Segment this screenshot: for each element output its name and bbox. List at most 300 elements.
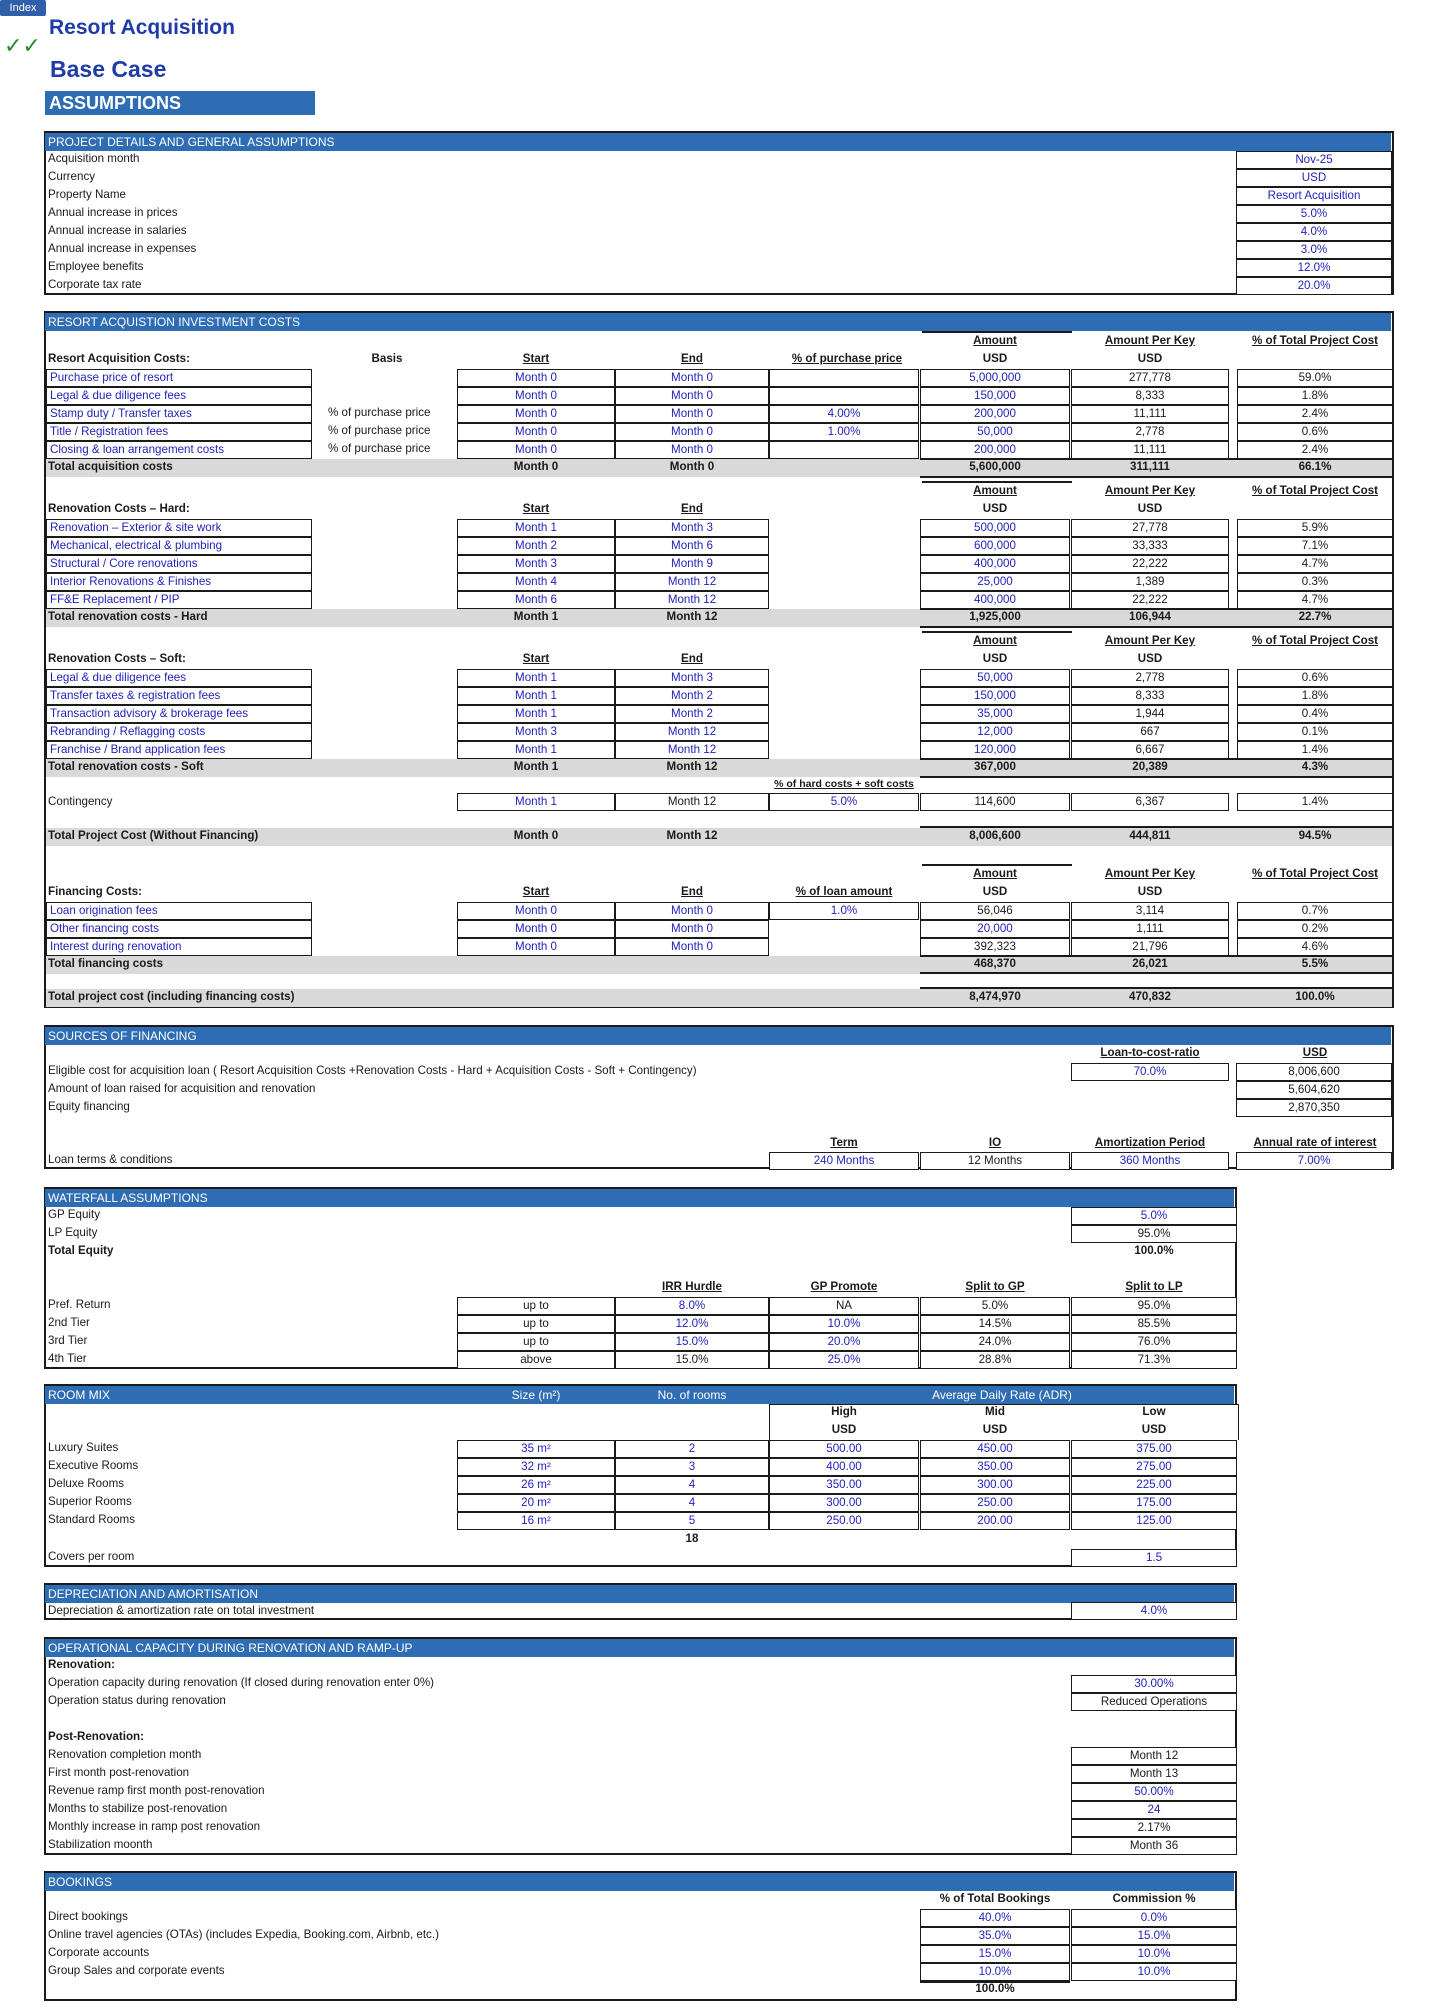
tpc-end: Month 12 [666,829,718,842]
project-detail-input[interactable]: Nov-25 [1236,151,1392,169]
loan-amount-value: 5,604,620 [1236,1081,1392,1099]
start-month-input[interactable]: Month 3 [457,555,615,573]
investment-costs-header: RESORT ACQUISTION INVESTMENT COSTS [45,313,1391,331]
per-key-value: 1,111 [1071,920,1229,938]
ltc-input[interactable]: 70.0% [1071,1063,1229,1081]
start-month-input[interactable]: Month 6 [457,591,615,609]
tier-label: 2nd Tier [48,1316,90,1329]
per-key-header: Amount Per Key [1104,334,1196,347]
pct-total-value: 2.4% [1237,405,1393,423]
commission-input[interactable]: 15.0% [1071,1927,1237,1945]
adr-low-input[interactable]: 375.00 [1071,1440,1237,1458]
per-key-value: 11,111 [1071,441,1229,459]
amount-input[interactable]: 25,000 [920,573,1070,591]
operation-status-value: Reduced Operations [1071,1693,1237,1711]
cost-item-label[interactable]: Stamp duty / Transfer taxes [46,405,312,423]
section-title: Renovation Costs – Hard: [48,502,190,515]
pct-total-value: 1.4% [1237,741,1393,759]
post-renovation-item-label: Revenue ramp first month post-renovation [48,1784,265,1797]
amount-input[interactable]: 50,000 [920,669,1070,687]
start-month-input[interactable]: Month 1 [457,705,615,723]
start-month-input[interactable]: Month 1 [457,519,615,537]
post-renovation-value: Month 13 [1071,1765,1237,1783]
mid-header: Mid [985,1405,1005,1418]
irr-hurdle-input[interactable]: 15.0% [615,1333,769,1351]
renovation-item-label: Operation capacity during renovation (If closed during renovation enter 0%) [48,1676,435,1689]
adr-mid-input[interactable]: 350.00 [920,1458,1070,1476]
total-per-key: 20,389 [1132,760,1168,773]
index-button[interactable]: Index [0,0,46,16]
per-key-value: 2,778 [1071,423,1229,441]
usd-header: USD [1302,1046,1328,1059]
pct-input[interactable]: 4.00% [769,405,919,423]
end-month-input[interactable]: Month 12 [615,741,769,759]
end-month-input[interactable]: Month 2 [615,705,769,723]
post-renovation-value: 2.17% [1071,1819,1237,1837]
cost-item-label[interactable]: Transaction advisory & brokerage fees [46,705,312,723]
start-month-input[interactable]: Month 0 [457,441,615,459]
end-header: End [681,885,703,898]
total-start: Month 1 [513,610,559,623]
usd-header: USD [1137,502,1163,515]
gp-promote-header: GP Promote [810,1280,878,1293]
booking-channel-label: Group Sales and corporate events [48,1964,225,1977]
end-month-input[interactable]: Month 0 [615,920,769,938]
eligible-cost-label: Eligible cost for acquisition loan ( Resort Acquisition Costs +Renovation Costs - Hard + Acquisition Costs - Soft + Contingency) [48,1064,697,1077]
contingency-per-key: 6,367 [1071,793,1229,811]
grand-total-pct: 100.0% [1295,990,1335,1003]
per-key-value: 22,222 [1071,555,1229,573]
split-lp-header: Split to LP [1125,1280,1183,1293]
pct-total-value: 4.7% [1237,591,1393,609]
usd-header: USD [982,1423,1008,1436]
amount-input[interactable]: 120,000 [920,741,1070,759]
start-month-input[interactable]: Month 1 [457,669,615,687]
gp-equity-input[interactable]: 5.0% [1071,1207,1237,1225]
usd-header: USD [1137,652,1163,665]
room-count-input[interactable]: 5 [615,1512,769,1530]
contingency-pct-input[interactable]: 5.0% [769,793,919,811]
total-bookings-pct: 100.0% [975,1982,1015,1995]
room-size-input[interactable]: 35 m² [457,1440,615,1458]
pct-total-value: 0.6% [1237,669,1393,687]
end-month-input[interactable]: Month 9 [615,555,769,573]
total-pct: 22.7% [1298,610,1332,623]
tpc-start: Month 0 [513,829,559,842]
adr-high-input[interactable]: 350.00 [769,1476,919,1494]
total-equity-value: 100.0% [1134,1244,1174,1257]
start-month-input[interactable]: Month 0 [457,405,615,423]
per-key-value: 2,778 [1071,669,1229,687]
cost-item-label[interactable]: Title / Registration fees [46,423,312,441]
gp-promote-input[interactable]: 10.0% [769,1315,919,1333]
per-key-value: 33,333 [1071,537,1229,555]
pct-total-value: 0.1% [1237,723,1393,741]
project-detail-label: Acquisition month [48,152,140,165]
room-mix-title: ROOM MIX [48,1388,110,1402]
covers-per-room-input[interactable]: 1.5 [1071,1549,1237,1567]
post-renovation-item-label: Months to stabilize post-renovation [48,1802,228,1815]
start-month-input[interactable]: Month 0 [457,423,615,441]
depreciation-label: Depreciation & amortization rate on total investment [48,1604,315,1617]
end-month-input[interactable]: Month 2 [615,687,769,705]
basis-text: % of purchase price [328,406,431,419]
adr-mid-input[interactable]: 250.00 [920,1494,1070,1512]
financing-item-label[interactable]: Loan origination fees [46,902,312,920]
pct-total-value: 4.6% [1237,938,1393,956]
pct-purchase-header: % of purchase price [791,352,903,365]
cost-item-label[interactable]: Renovation – Exterior & site work [46,519,312,537]
check-icon: ✓✓ [4,33,41,58]
pct-total-value: 1.8% [1237,387,1393,405]
tier-condition: up to [457,1315,615,1333]
per-key-value: 6,667 [1071,741,1229,759]
pct-bookings-header: % of Total Bookings [939,1892,1051,1905]
gp-equity-label: GP Equity [48,1208,100,1221]
amount-input[interactable]: 150,000 [920,687,1070,705]
amount-input[interactable]: 5,000,000 [920,369,1070,387]
amount-value: 56,046 [920,902,1070,920]
irr-hurdle-input[interactable]: 12.0% [615,1315,769,1333]
tier-label: Pref. Return [48,1298,111,1311]
pct-loan-header: % of loan amount [795,885,893,898]
size-header: Size (m²) [511,1388,561,1402]
split-lp-value: 71.3% [1071,1351,1237,1369]
pct-input[interactable]: 1.00% [769,423,919,441]
basis-text: % of purchase price [328,424,431,437]
project-detail-label: Corporate tax rate [48,278,142,291]
split-gp-value: 28.8% [920,1351,1070,1369]
tier-condition: up to [457,1333,615,1351]
total-pct: 4.3% [1301,760,1329,773]
amount-input[interactable]: 150,000 [920,387,1070,405]
end-month-input[interactable]: Month 0 [615,902,769,920]
tier-label: 3rd Tier [48,1334,88,1347]
start-month-input[interactable]: Month 0 [457,369,615,387]
end-month-input[interactable]: Month 0 [615,369,769,387]
booking-pct-input[interactable]: 15.0% [920,1945,1070,1963]
lp-equity-label: LP Equity [48,1226,98,1239]
amortization-input[interactable]: 360 Months [1071,1152,1229,1170]
tpc-pct: 94.5% [1298,829,1332,842]
room-type-label: Executive Rooms [48,1459,139,1472]
start-month-input[interactable]: Month 4 [457,573,615,591]
post-renovation-item-label: Stabilization moonth [48,1838,153,1851]
split-lp-value: 95.0% [1071,1297,1237,1315]
room-type-label: Luxury Suites [48,1441,119,1454]
pct-total-header: % of Total Project Cost [1251,334,1379,347]
gp-promote-input[interactable]: 25.0% [769,1351,919,1369]
per-key-value: 8,333 [1071,687,1229,705]
total-per-key: 106,944 [1129,610,1171,623]
low-header: Low [1142,1405,1166,1418]
adr-mid-input[interactable]: 200.00 [920,1512,1070,1530]
room-type-label: Standard Rooms [48,1513,135,1526]
term-header: Term [830,1136,858,1149]
room-mix-header [45,1386,1234,1404]
contingency-pct-total: 1.4% [1237,793,1393,811]
amount-input[interactable]: 400,000 [920,591,1070,609]
commission-input[interactable]: 10.0% [1071,1963,1237,1981]
cost-item-label[interactable]: Franchise / Brand application fees [46,741,312,759]
usd-header: USD [831,1423,857,1436]
booking-channel-label: Direct bookings [48,1910,128,1923]
amount-input[interactable]: 200,000 [920,441,1070,459]
pct-total-header: % of Total Project Cost [1251,634,1379,647]
amount-header: Amount [973,867,1017,880]
per-key-value: 21,796 [1071,938,1229,956]
pct-input[interactable] [769,369,919,387]
sources-header: SOURCES OF FINANCING [45,1027,1391,1045]
room-count-input[interactable]: 3 [615,1458,769,1476]
split-lp-value: 76.0% [1071,1333,1237,1351]
contingency-start-input[interactable]: Month 1 [457,793,615,811]
amount-input[interactable]: 35,000 [920,705,1070,723]
cost-item-label[interactable]: Purchase price of resort [46,369,312,387]
total-financing-pct: 5.5% [1301,957,1329,970]
total-end: Month 12 [666,760,718,773]
cost-item-label[interactable]: Legal & due diligence fees [46,669,312,687]
adr-high-input[interactable]: 250.00 [769,1512,919,1530]
adr-high-input[interactable]: 300.00 [769,1494,919,1512]
post-renovation-input[interactable]: 24 [1071,1801,1237,1819]
start-month-input[interactable]: Month 3 [457,723,615,741]
pct-total-value: 2.4% [1237,441,1393,459]
operation-capacity-input[interactable]: 30.00% [1071,1675,1237,1693]
contingency-amount: 114,600 [920,793,1070,811]
start-month-input[interactable]: Month 0 [457,920,615,938]
interest-rate-header: Annual rate of interest [1253,1136,1377,1149]
tpc-per-key: 444,811 [1129,829,1171,842]
renovation-title: Renovation: [48,1658,115,1671]
depreciation-header: DEPRECIATION AND AMORTISATION [45,1585,1234,1603]
start-month-input[interactable]: Month 0 [457,902,615,920]
per-key-value: 667 [1071,723,1229,741]
end-month-input[interactable]: Month 12 [615,573,769,591]
irr-hurdle-input[interactable]: 8.0% [615,1297,769,1315]
pct-total-value: 5.9% [1237,519,1393,537]
total-end: Month 0 [669,460,715,473]
ltc-header: Loan-to-cost-ratio [1100,1046,1200,1059]
start-header: Start [522,652,550,665]
irr-hurdle-value: 15.0% [615,1351,769,1369]
end-month-input[interactable]: Month 3 [615,669,769,687]
amount-header: Amount [973,634,1017,647]
total-amount: 5,600,000 [969,460,1021,473]
adr-low-input[interactable]: 125.00 [1071,1512,1237,1530]
waterfall-header: WATERFALL ASSUMPTIONS [45,1189,1234,1207]
end-month-input[interactable]: Month 6 [615,537,769,555]
room-size-input[interactable]: 26 m² [457,1476,615,1494]
pct-total-value: 1.8% [1237,687,1393,705]
contingency-label: Contingency [48,795,113,808]
end-month-input[interactable]: Month 12 [615,723,769,741]
project-detail-input[interactable]: 5.0% [1236,205,1392,223]
cost-item-label[interactable]: Mechanical, electrical & plumbing [46,537,312,555]
adr-low-input[interactable]: 275.00 [1071,1458,1237,1476]
room-type-label: Superior Rooms [48,1495,132,1508]
booking-channel-label: Online travel agencies (OTAs) (includes Expedia, Booking.com, Airbnb, etc.) [48,1928,439,1941]
loan-terms-label: Loan terms & conditions [48,1153,173,1166]
commission-input[interactable]: 0.0% [1071,1909,1237,1927]
cost-item-label[interactable]: Rebranding / Reflagging costs [46,723,312,741]
cost-item-label[interactable]: Transfer taxes & registration fees [46,687,312,705]
project-detail-label: Annual increase in expenses [48,242,197,255]
cost-item-label[interactable]: Interior Renovations & Finishes [46,573,312,591]
post-renovation-item-label: Renovation completion month [48,1748,202,1761]
start-header: Start [522,885,550,898]
usd-header: USD [982,885,1008,898]
usd-header: USD [1137,885,1163,898]
bookings-header: BOOKINGS [45,1873,1234,1891]
project-detail-label: Annual increase in salaries [48,224,187,237]
pct-total-value: 0.7% [1237,902,1393,920]
start-month-input[interactable]: Month 1 [457,687,615,705]
per-key-header: Amount Per Key [1104,484,1196,497]
total-start: Month 0 [513,460,559,473]
adr-mid-input[interactable]: 300.00 [920,1476,1070,1494]
total-label: Total renovation costs - Soft [48,760,204,773]
booking-pct-input[interactable]: 40.0% [920,1909,1070,1927]
amount-input[interactable]: 20,000 [920,920,1070,938]
total-amount: 1,925,000 [969,610,1021,623]
end-header: End [681,652,703,665]
amount-input[interactable]: 500,000 [920,519,1070,537]
split-gp-value: 5.0% [920,1297,1070,1315]
usd-header: USD [1141,1423,1167,1436]
end-month-input[interactable]: Month 0 [615,387,769,405]
post-renovation-value: Month 36 [1071,1837,1237,1855]
term-input[interactable]: 240 Months [769,1152,919,1170]
amount-input[interactable]: 12,000 [920,723,1070,741]
end-month-input[interactable]: Month 12 [615,591,769,609]
eligible-cost-value: 8,006,600 [1236,1063,1392,1081]
room-size-input[interactable]: 20 m² [457,1494,615,1512]
post-renovation-title: Post-Renovation: [48,1730,144,1743]
room-size-input[interactable]: 16 m² [457,1512,615,1530]
amount-input[interactable]: 400,000 [920,555,1070,573]
post-renovation-item-label: Monthly increase in ramp post renovation [48,1820,261,1833]
commission-input[interactable]: 10.0% [1071,1945,1237,1963]
split-gp-value: 24.0% [920,1333,1070,1351]
usd-header: USD [982,502,1008,515]
usd-header: USD [982,352,1008,365]
section-title: Resort Acquisition Costs: [48,352,190,365]
adr-mid-input[interactable]: 450.00 [920,1440,1070,1458]
pct-total-value: 0.6% [1237,423,1393,441]
financing-item-label[interactable]: Other financing costs [46,920,312,938]
total-rooms: 18 [685,1532,699,1545]
financing-item-label[interactable]: Interest during renovation [46,938,312,956]
start-month-input[interactable]: Month 0 [457,938,615,956]
separator-line [922,864,1072,866]
end-month-input[interactable]: Month 0 [615,441,769,459]
separator-line [920,476,1392,478]
room-count-input[interactable]: 4 [615,1494,769,1512]
section-title: Renovation Costs – Soft: [48,652,186,665]
io-value: 12 Months [920,1152,1070,1170]
cost-item-label[interactable]: Closing & loan arrangement costs [46,441,312,459]
project-detail-input[interactable]: Resort Acquisition [1236,187,1392,205]
split-gp-value: 14.5% [920,1315,1070,1333]
amount-input[interactable]: 50,000 [920,423,1070,441]
tier-condition: above [457,1351,615,1369]
per-key-header: Amount Per Key [1104,634,1196,647]
adr-low-input[interactable]: 175.00 [1071,1494,1237,1512]
pct-input[interactable]: 1.0% [769,902,919,920]
total-equity-label: Total Equity [48,1244,114,1257]
adr-high-input[interactable]: 400.00 [769,1458,919,1476]
per-key-value: 277,778 [1071,369,1229,387]
amount-value: 392,323 [920,938,1070,956]
amount-input[interactable]: 200,000 [920,405,1070,423]
end-month-input[interactable]: Month 0 [615,938,769,956]
project-detail-input[interactable]: 3.0% [1236,241,1392,259]
lp-equity-value: 95.0% [1071,1225,1237,1243]
end-month-input[interactable]: Month 3 [615,519,769,537]
start-month-input[interactable]: Month 2 [457,537,615,555]
room-size-input[interactable]: 32 m² [457,1458,615,1476]
total-label: Total acquisition costs [48,460,173,473]
pct-input[interactable] [769,441,919,459]
adr-high-input[interactable]: 500.00 [769,1440,919,1458]
cost-item-label[interactable]: FF&E Replacement / PIP [46,591,312,609]
split-gp-header: Split to GP [965,1280,1025,1293]
total-amount: 367,000 [974,760,1016,773]
per-key-header: Amount Per Key [1104,867,1196,880]
end-month-input[interactable]: Month 0 [615,405,769,423]
project-detail-input[interactable]: USD [1236,169,1392,187]
per-key-value: 1,944 [1071,705,1229,723]
start-month-input[interactable]: Month 0 [457,387,615,405]
room-count-input[interactable]: 4 [615,1476,769,1494]
cost-item-label[interactable]: Structural / Core renovations [46,555,312,573]
room-count-input[interactable]: 2 [615,1440,769,1458]
pct-input[interactable] [769,387,919,405]
cost-item-label[interactable]: Legal & due diligence fees [46,387,312,405]
total-pct: 66.1% [1298,460,1332,473]
per-key-value: 1,389 [1071,573,1229,591]
amount-header: Amount [973,334,1017,347]
post-renovation-input[interactable]: 50.00% [1071,1783,1237,1801]
booking-pct-input[interactable]: 35.0% [920,1927,1070,1945]
end-month-input[interactable]: Month 0 [615,423,769,441]
project-detail-label: Annual increase in prices [48,206,178,219]
amount-header: Amount [973,484,1017,497]
separator-line [922,631,1072,633]
project-detail-input[interactable]: 12.0% [1236,259,1392,277]
basis-header: Basis [371,352,403,365]
interest-rate-input[interactable]: 7.00% [1236,1152,1392,1170]
total-financing-amount: 468,370 [974,957,1016,970]
adr-low-input[interactable]: 225.00 [1071,1476,1237,1494]
renovation-item-label: Operation status during renovation [48,1694,226,1707]
project-details-header: PROJECT DETAILS AND GENERAL ASSUMPTIONS [45,133,1391,151]
separator-line [920,626,1392,628]
total-per-key: 311,111 [1130,460,1170,473]
depreciation-rate-input[interactable]: 4.0% [1071,1602,1237,1620]
amount-input[interactable]: 600,000 [920,537,1070,555]
project-detail-input[interactable]: 20.0% [1236,277,1392,295]
per-key-value: 27,778 [1071,519,1229,537]
gp-promote-input[interactable]: 20.0% [769,1333,919,1351]
project-detail-input[interactable]: 4.0% [1236,223,1392,241]
project-detail-label: Employee benefits [48,260,144,273]
section-title: Financing Costs: [48,885,143,898]
booking-pct-input[interactable]: 10.0% [920,1963,1070,1981]
total-project-cost-label: Total Project Cost (Without Financing) [48,829,259,842]
start-month-input[interactable]: Month 1 [457,741,615,759]
